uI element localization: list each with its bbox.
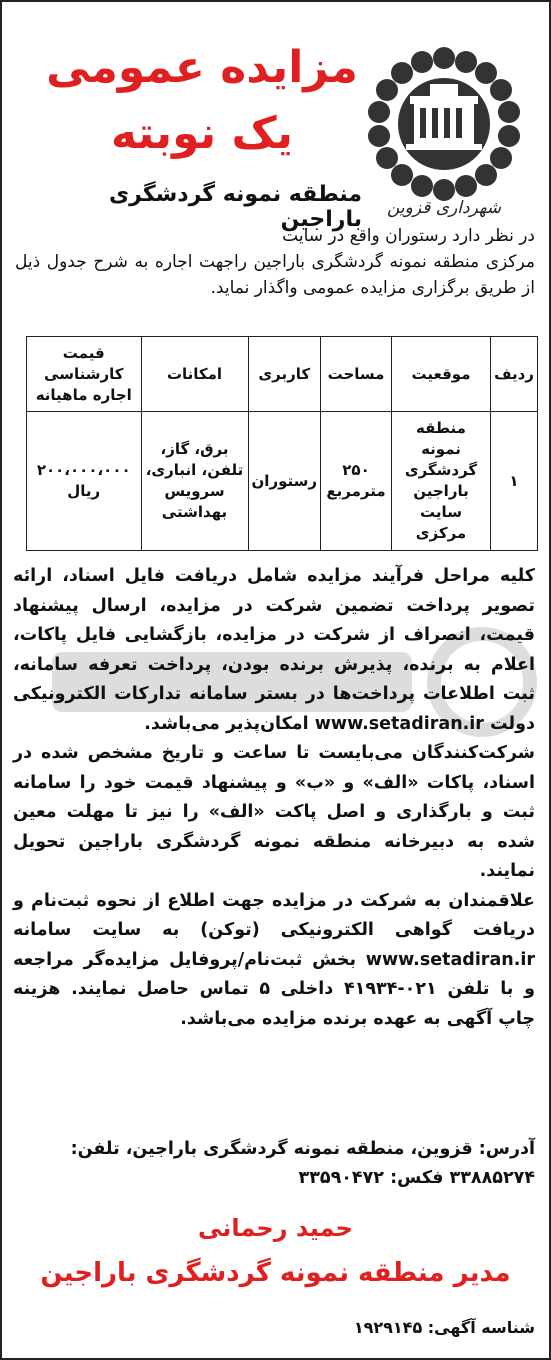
col-facilities: امکانات <box>141 337 248 412</box>
paragraph-participants: شرکت‌کنندگان می‌بایست تا ساعت و تاریخ مشخص شده در اسناد، پاکات «الف» و «ب» و پیشنهاد قیمت خود را سامانه ثبت و بارگذاری و اصل پاکت «الف» را نیز تا مهلت معین شده به دبیرخانه منطقه نمونه گردشگری باراجین تحویل نمایند. <box>13 743 535 881</box>
setadiran-link-2[interactable]: www.setadiran.ir <box>365 949 535 970</box>
setadiran-link[interactable]: www.setadiran.ir <box>314 713 484 734</box>
col-area: مساحت <box>321 337 392 412</box>
organization-name: منطقه نمونه گردشگری باراجین <box>109 182 362 232</box>
ad-title-line1: مزایده عمومی <box>46 42 358 93</box>
cell-price: ۲۰۰،۰۰۰،۰۰۰ ریال <box>27 412 142 551</box>
cell-usage: رستوران <box>248 412 321 551</box>
col-price: قیمت کارشناسی اجاره ماهیانه <box>27 337 142 412</box>
ad-body <box>13 562 535 1034</box>
col-usage: کاربری <box>248 337 321 412</box>
cell-row-no: ۱ <box>491 412 538 551</box>
signatory-name: حمید رحمانی <box>198 1214 353 1242</box>
paragraph-process <box>13 562 535 739</box>
table-header-row <box>27 337 538 412</box>
paragraph-process-end: امکان‌پذیر می‌باشد. <box>144 713 309 734</box>
ad-id: شناسه آگهی: ۱۹۲۹۱۴۵ <box>353 1318 535 1337</box>
paragraph-registration <box>13 887 535 1035</box>
address-block <box>13 1135 535 1193</box>
table-row <box>27 412 538 551</box>
auction-table <box>26 336 538 551</box>
intro-rest-text: مرکزی منطقه نمونه گردشگری باراجین راجهت اجاره به شرح جدول ذیل از طریق برگزاری مزایده عمومی واگذار نماید. <box>15 252 535 298</box>
address-text: قزوین، منطقه نمونه گردشگری باراجین، تلفن: ۳۳۸۸۵۲۷۴ فکس: ۳۳۵۹۰۴۷۲ <box>70 1139 535 1188</box>
logo-caption: شهرداری قزوین <box>386 198 502 218</box>
intro-rest <box>15 249 535 301</box>
paragraph-process-text: کلیه مراحل فرآیند مزایده شامل دریافت فایل اسناد، ارائه تصویر پرداخت تضمین شرکت در مزایده، ارسال پیشنهاد قیمت، انصراف از شرکت در مزایده، بازگشایی فایل پاکات، اعلام به برنده، پذیرش برنده بودن، پرداخت تعرفه سامانه، ثبت اطلاعات پرداخت‌ها در بستر سامانه تدارکات الکترونیکی دولت <box>13 566 535 734</box>
ad-title-line2: یک نوبته <box>110 108 294 159</box>
paragraph-registration-text: علاقمندان به شرکت در مزایده جهت اطلاع از نحوه ثبت‌نام و دریافت گواهی الکترونیکی (توکن) به سایت سامانه <box>13 890 535 940</box>
cell-area: ۲۵۰ مترمربع <box>321 412 392 551</box>
signatory-title: مدیر منطقه نمونه گردشگری باراجین <box>40 1258 511 1288</box>
col-location: موقعیت <box>392 337 491 412</box>
intro-line1: در نظر دارد رستوران واقع در سایت <box>282 226 535 246</box>
cell-facilities: برق، گاز، تلفن، انباری، سرویس بهداشتی <box>141 412 248 551</box>
col-row-no: ردیف <box>491 337 538 412</box>
paragraph-registration-end: بخش ثبت‌نام/پروفایل مزایده‌گر مراجعه و با تلفن ۰۲۱-۴۱۹۳۴ داخلی ۵ تماس حاصل نمایند. هزینه چاپ آگهی به عهده برنده مزایده می‌باشد. <box>13 949 535 1029</box>
address-label: آدرس: <box>478 1139 535 1159</box>
cell-location: منطقه نمونه گردشگری باراجین سایت مرکزی <box>392 412 491 551</box>
